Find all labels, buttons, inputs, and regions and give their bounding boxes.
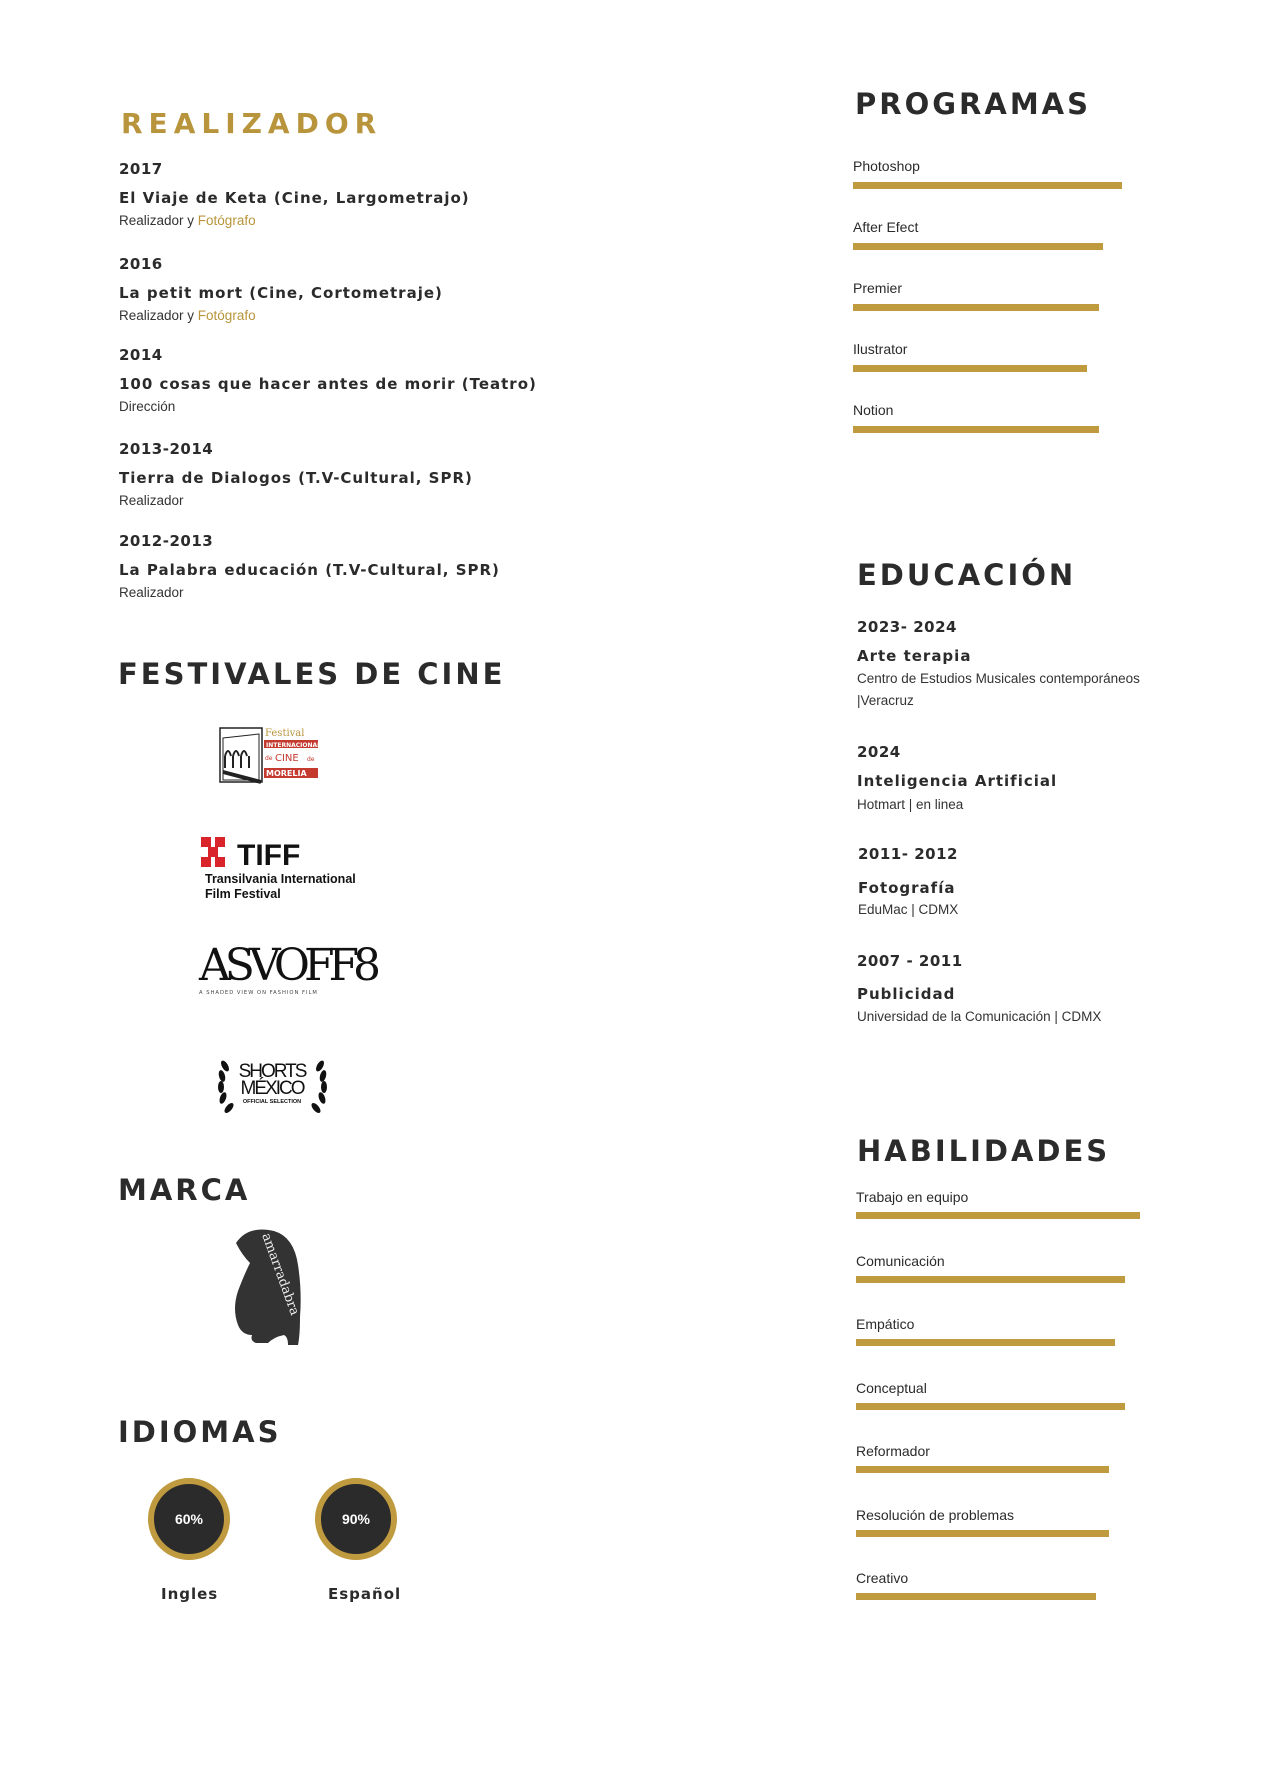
work-title: La Palabra educación (T.V-Cultural, SPR) xyxy=(119,561,500,579)
work-role: Dirección xyxy=(119,399,176,414)
tiff-line1: Transilvania International xyxy=(205,872,356,886)
work-entry xyxy=(119,346,537,414)
language-name: Ingles xyxy=(161,1585,219,1603)
morelia-l2: INTERNACIONAL xyxy=(266,742,321,749)
work-entry xyxy=(119,160,470,228)
program-skill-label: After Efect xyxy=(853,219,919,235)
morelia-l1: Festival xyxy=(265,728,305,739)
education-place: Centro de Estudios Musicales contemporáneos xyxy=(857,671,1140,686)
education-entry xyxy=(857,952,1101,1024)
soft-skill xyxy=(856,1189,1140,1219)
soft-skill-label: Resolución de problemas xyxy=(856,1506,1014,1523)
work-year: 2017 xyxy=(119,160,163,178)
program-skill-label: Photoshop xyxy=(853,158,920,174)
language-name: Español xyxy=(328,1585,402,1603)
program-skill-level-bar xyxy=(853,243,1103,250)
soft-skill xyxy=(856,1380,1125,1410)
shorts-l2: MÉXICO xyxy=(240,1078,304,1099)
soft-skill-label: Conceptual xyxy=(856,1379,927,1396)
soft-skill-level-bar xyxy=(856,1403,1125,1410)
language-ring xyxy=(315,1478,397,1560)
soft-skill-level-bar xyxy=(856,1466,1109,1473)
role-text: Realizador y xyxy=(119,308,198,323)
educacion-heading: EDUCACIÓN xyxy=(857,558,1077,592)
asvoff-name: ASVOFF8 xyxy=(199,940,376,991)
education-year: 2023- 2024 xyxy=(857,618,957,636)
tiff-festival-logo xyxy=(199,835,356,905)
habilidades-heading: HABILIDADES xyxy=(857,1134,1111,1168)
language-percent: 90% xyxy=(315,1478,397,1560)
work-role xyxy=(119,213,470,228)
language-ring xyxy=(148,1478,230,1560)
program-skill-label: Ilustrator xyxy=(853,341,908,357)
work-title: El Viaje de Keta (Cine, Largometrajo) xyxy=(119,189,470,207)
realizador-heading: REALIZADOR xyxy=(121,107,383,140)
work-title: La petit mort (Cine, Cortometraje) xyxy=(119,284,443,302)
education-place: Hotmart | en linea xyxy=(857,797,964,812)
soft-skill-level-bar xyxy=(856,1593,1096,1600)
morelia-l4: MORELIA xyxy=(266,769,307,778)
asvoff-festival-logo xyxy=(199,940,376,1000)
program-skill-level-bar xyxy=(853,182,1122,189)
work-role: Realizador xyxy=(119,493,184,508)
education-entry xyxy=(858,845,958,917)
work-title: 100 cosas que hacer antes de morir (Teatro) xyxy=(119,375,537,393)
education-place: EduMac | CDMX xyxy=(858,902,959,917)
work-year: 2012-2013 xyxy=(119,532,214,550)
program-skill xyxy=(853,219,1103,250)
program-skill-level-bar xyxy=(853,426,1099,433)
asvoff-tagline: A SHADED VIEW ON FASHION FILM xyxy=(199,990,318,996)
soft-skill xyxy=(856,1443,1109,1473)
program-skill-level-bar xyxy=(853,304,1099,311)
idiomas-heading: IDIOMAS xyxy=(118,1415,282,1449)
education-title: Publicidad xyxy=(857,985,956,1003)
tiff-line2: Film Festival xyxy=(205,887,281,901)
program-skill xyxy=(853,280,1099,311)
tiff-name: TIFF xyxy=(237,839,301,872)
soft-skill-level-bar xyxy=(856,1339,1115,1346)
soft-skill-label: Empático xyxy=(856,1316,915,1332)
shorts-mexico-logo xyxy=(215,1052,330,1117)
work-role xyxy=(119,308,443,323)
soft-skill-label: Creativo xyxy=(856,1570,909,1586)
soft-skill-label: Trabajo en equipo xyxy=(856,1189,969,1205)
morelia-l3: CINE xyxy=(275,753,299,764)
soft-skill xyxy=(856,1316,1115,1346)
marca-logo-text: amarradabra xyxy=(258,1231,302,1318)
education-title: Fotografía xyxy=(858,879,956,897)
soft-skill xyxy=(856,1570,1096,1600)
work-entry xyxy=(119,532,500,600)
work-year: 2016 xyxy=(119,255,163,273)
education-title: Arte terapia xyxy=(857,647,972,665)
work-entry xyxy=(119,440,473,508)
program-skill-level-bar xyxy=(853,365,1087,372)
education-entry xyxy=(857,618,1140,708)
program-skill xyxy=(853,158,1122,189)
work-year: 2014 xyxy=(119,346,163,364)
work-title: Tierra de Dialogos (T.V-Cultural, SPR) xyxy=(119,469,473,487)
soft-skill xyxy=(856,1507,1109,1537)
work-entry xyxy=(119,255,443,323)
soft-skill xyxy=(856,1253,1125,1283)
shorts-l3: OFFICIAL SELECTION xyxy=(242,1099,302,1105)
education-title: Inteligencia Artificial xyxy=(857,772,1058,790)
education-year: 2011- 2012 xyxy=(858,845,958,863)
soft-skill-level-bar xyxy=(856,1530,1109,1537)
role-highlight: Fotógrafo xyxy=(197,308,256,323)
soft-skill-level-bar xyxy=(856,1212,1140,1219)
festivales-heading: FESTIVALES DE CINE xyxy=(118,657,506,691)
work-role: Realizador xyxy=(119,585,184,600)
programas-heading: PROGRAMAS xyxy=(855,87,1092,121)
program-skill xyxy=(853,341,1087,372)
education-year: 2024 xyxy=(857,743,901,761)
language-percent: 60% xyxy=(148,1478,230,1560)
marca-heading: MARCA xyxy=(118,1173,251,1207)
education-year: 2007 - 2011 xyxy=(857,952,963,970)
soft-skill-label: Reformador xyxy=(856,1443,930,1459)
marca-logo xyxy=(228,1225,308,1350)
shorts-l1: SHORTS xyxy=(238,1061,306,1082)
program-skill xyxy=(853,402,1099,433)
program-skill-label: Premier xyxy=(853,280,903,296)
morelia-suffix: de xyxy=(307,756,315,763)
education-place: Universidad de la Comunicación | CDMX xyxy=(857,1009,1102,1024)
soft-skill-label: Comunicación xyxy=(856,1252,945,1269)
role-text: Realizador y xyxy=(119,213,198,228)
role-highlight: Fotógrafo xyxy=(197,213,256,228)
education-place-line2: |Veracruz xyxy=(857,693,914,708)
program-skill-label: Notion xyxy=(853,402,894,418)
education-entry xyxy=(857,743,1057,812)
soft-skill-level-bar xyxy=(856,1276,1125,1283)
morelia-festival-logo xyxy=(219,716,319,786)
morelia-prefix: de xyxy=(265,755,273,762)
work-year: 2013-2014 xyxy=(119,440,214,458)
